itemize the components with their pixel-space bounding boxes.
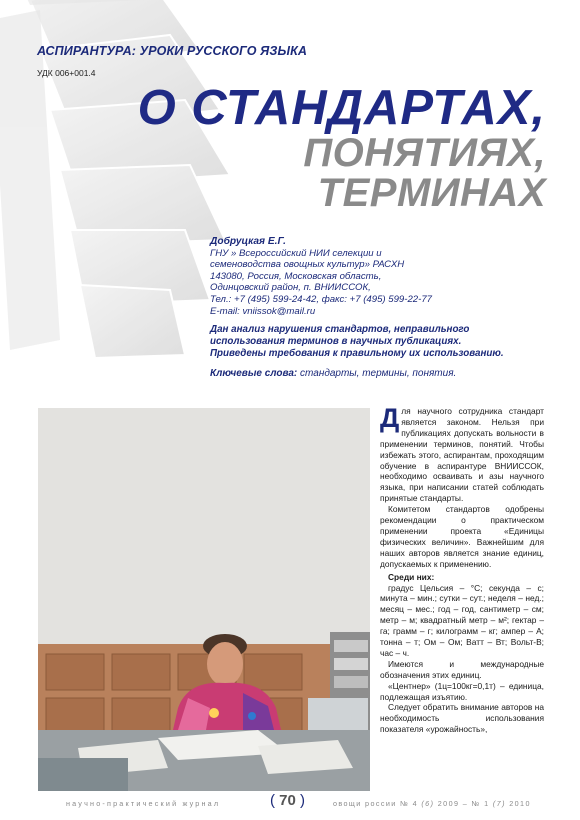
- subheading: Среди них:: [388, 571, 435, 582]
- section-label: АСПИРАНТУРА: УРОКИ РУССКОГО ЯЗЫКА: [37, 44, 307, 58]
- footer-issue: [333, 799, 531, 808]
- page-number-value: 70: [279, 792, 296, 809]
- footer-issue-b: (7): [492, 799, 506, 808]
- paragraph: Следует обратить внимание авторов на необходимость использования показателя «урожайность»,: [380, 702, 544, 735]
- footer-year-b: 2010: [509, 799, 531, 808]
- affiliation-line: семеноводства овощных культур» РАСХН: [210, 259, 405, 271]
- contact-phone: Тел.: +7 (495) 599-24-42, факс: +7 (495) 599-22-77: [210, 293, 433, 305]
- article-title: [137, 81, 546, 215]
- udc-code: УДК 006+001.4: [37, 68, 96, 78]
- author-block: [210, 236, 550, 317]
- author-name: Добруцкая Е.Г.: [210, 236, 286, 247]
- title-line-3: ТЕРМИНАХ: [317, 171, 546, 215]
- paragraph-text: ля научного сотрудника стандарт является законом. Нельзя при публикациях допускать вольности в применении терминов, понятий. Чтобы избежать этого, аспирантам, проходящим обучение в аспирантуре ВНИИССОК, необходимо осваивать и азы научного языка, при написании статей соблюдать принятые стандарты.: [380, 406, 544, 504]
- paragraph: Комитетом стандартов одобрены рекомендации о практическом применении проекта «Единицы физических величин». Важнейшим для наших авторов является знание единиц, допускаемых к применению.: [380, 504, 544, 569]
- paragraph: [380, 403, 544, 504]
- abstract-line: использования терминов в научных публикациях.: [210, 335, 462, 347]
- paragraph: «Центнер» (1ц=100кг=0,1т) – единица, подлежащая изъятию.: [380, 680, 544, 702]
- abstract: [210, 324, 555, 359]
- keywords-label: Ключевые слова:: [210, 368, 298, 379]
- drop-cap: Д: [380, 403, 400, 433]
- abstract-line: Приведены требования к правильному их использованию.: [210, 347, 504, 359]
- affiliation-line: 143080, Россия, Московская область,: [210, 270, 382, 282]
- keywords: [210, 368, 550, 379]
- abstract-line: Дан анализ нарушения стандартов, неправильного: [210, 324, 470, 335]
- paragraph: Имеются и международные обозначения этих единиц.: [380, 658, 544, 680]
- footer-year-a: 2009 – № 1: [437, 799, 490, 808]
- affiliation-line: Одинцовский район, п. ВНИИССОК,: [210, 282, 371, 294]
- title-line-2: ПОНЯТИЯХ,: [303, 131, 546, 175]
- footer-journal-type: научно-практический журнал: [66, 799, 221, 808]
- footer-issue-a: (6): [421, 799, 435, 808]
- footer-journal-name: овощи россии № 4: [333, 799, 418, 808]
- contact-email: E-mail: vniissok@mail.ru: [210, 305, 316, 317]
- page-number: [270, 792, 305, 809]
- title-line-1: О СТАНДАРТАХ,: [137, 81, 546, 135]
- page-footer: [0, 792, 580, 816]
- article-column: [380, 403, 544, 735]
- paragraph: градус Цельсия – °С; секунда – с; минута – мин.; сутки – сут.; неделя – нед.; месяц – мес.; год – год, сантиметр – см; метр – м; квадратный метр – м²; гектар – га; грамм – г; килограмм – кг; ампер – А; тонна – т; Ом – Ом; Ватт – Вт; Вольт-В; час – ч.: [380, 582, 544, 658]
- affiliation-line: ГНУ » Всероссийский НИИ селекции и: [210, 247, 382, 259]
- bracket-open: (: [270, 792, 275, 809]
- keywords-text: стандарты, термины, понятия.: [297, 368, 457, 379]
- bracket-close: ): [300, 792, 306, 809]
- person-at-desk-photo: [38, 408, 370, 791]
